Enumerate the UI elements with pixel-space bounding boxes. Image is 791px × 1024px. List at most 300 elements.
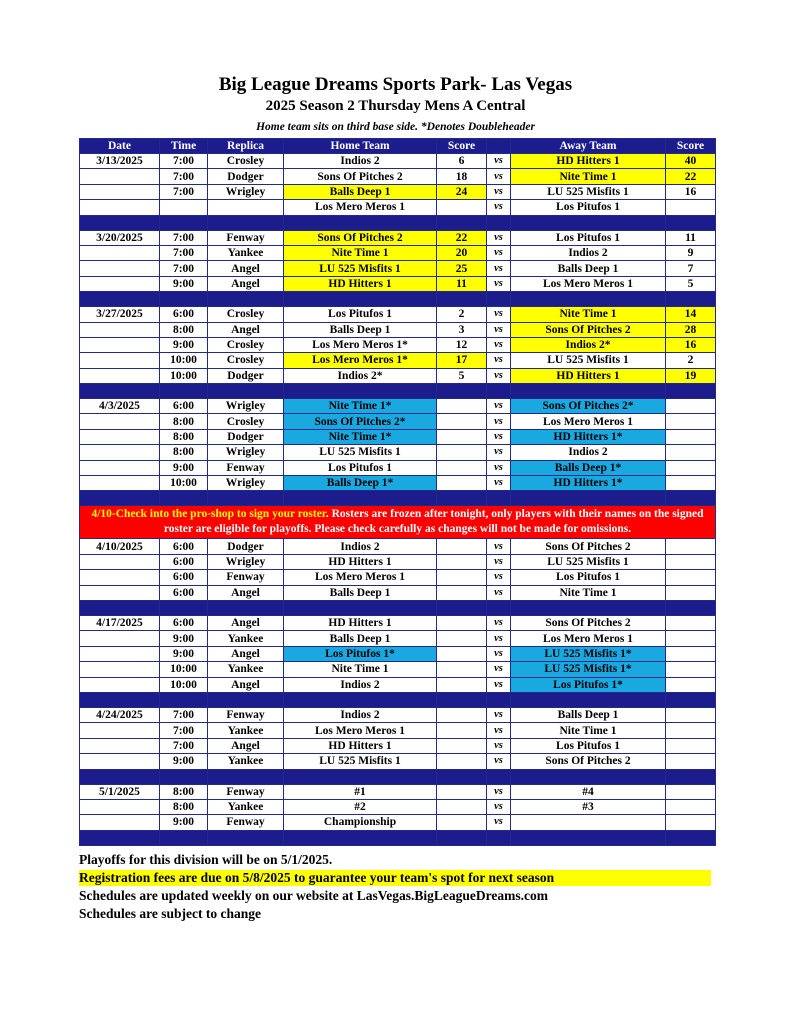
game-row: [80, 738, 716, 753]
home-team: Los Mero Meros 1*: [284, 337, 437, 352]
game-row: [80, 276, 716, 291]
vs-label: vs: [487, 399, 511, 414]
game-date: [80, 261, 160, 276]
away-team: Sons Of Pitches 2: [511, 615, 666, 630]
game-time: 8:00: [160, 799, 208, 814]
home-team: Los Mero Meros 1: [284, 570, 437, 585]
separator-cell: [511, 769, 666, 784]
home-score: [437, 429, 487, 444]
away-team: Sons Of Pitches 2: [511, 322, 666, 337]
home-score: [437, 754, 487, 769]
away-team: LU 525 Misfits 1: [511, 554, 666, 569]
separator-cell: [160, 692, 208, 707]
game-time: 9:00: [160, 460, 208, 475]
game-time: 10:00: [160, 677, 208, 692]
game-time: 10:00: [160, 476, 208, 491]
away-score: [666, 815, 716, 830]
vs-label: vs: [487, 414, 511, 429]
home-score: [437, 723, 487, 738]
game-replica: Dodger: [208, 169, 284, 184]
col-header-time: Time: [160, 139, 208, 154]
separator-cell: [160, 600, 208, 615]
table-header-row: [80, 139, 716, 154]
away-score: [666, 585, 716, 600]
away-team: #3: [511, 799, 666, 814]
away-team: #4: [511, 784, 666, 799]
game-replica: Angel: [208, 646, 284, 661]
separator-cell: [437, 769, 487, 784]
week-separator: [80, 491, 716, 506]
home-score: 22: [437, 230, 487, 245]
game-row: [80, 261, 716, 276]
home-score: 5: [437, 368, 487, 383]
separator-cell: [160, 769, 208, 784]
away-team: Los Pitufos 1: [511, 200, 666, 215]
home-score: 17: [437, 353, 487, 368]
away-score: [666, 445, 716, 460]
away-team: Sons Of Pitches 2: [511, 539, 666, 554]
vs-label: vs: [487, 337, 511, 352]
home-team: Los Mero Meros 1: [284, 200, 437, 215]
game-date: [80, 754, 160, 769]
separator-cell: [208, 215, 284, 230]
game-date: [80, 476, 160, 491]
game-row: [80, 353, 716, 368]
home-team: Sons Of Pitches 2: [284, 169, 437, 184]
away-team: HD Hitters 1*: [511, 476, 666, 491]
away-team: Balls Deep 1*: [511, 460, 666, 475]
separator-cell: [160, 830, 208, 845]
away-team: Nite Time 1: [511, 585, 666, 600]
vs-label: vs: [487, 784, 511, 799]
game-date: [80, 677, 160, 692]
col-header-home-score: Score: [437, 139, 487, 154]
game-time: 7:00: [160, 738, 208, 753]
home-score: [437, 585, 487, 600]
vs-label: vs: [487, 445, 511, 460]
home-team: Balls Deep 1: [284, 631, 437, 646]
vs-label: vs: [487, 307, 511, 322]
game-row: [80, 585, 716, 600]
game-time: 7:00: [160, 154, 208, 169]
home-score: 11: [437, 276, 487, 291]
game-replica: Fenway: [208, 230, 284, 245]
game-row: [80, 399, 716, 414]
game-replica: Dodger: [208, 368, 284, 383]
separator-cell: [160, 384, 208, 399]
separator-cell: [160, 215, 208, 230]
separator-cell: [80, 830, 160, 845]
away-team: Los Mero Meros 1: [511, 276, 666, 291]
away-team: LU 525 Misfits 1: [511, 184, 666, 199]
footer-playoffs: Playoffs for this division will be on 5/1/2025.: [79, 852, 333, 867]
game-replica: Crosley: [208, 307, 284, 322]
separator-cell: [208, 600, 284, 615]
home-score: 20: [437, 245, 487, 260]
away-score: 19: [666, 368, 716, 383]
away-team: Los Pitufos 1: [511, 738, 666, 753]
game-replica: Fenway: [208, 460, 284, 475]
game-date: [80, 646, 160, 661]
away-score: 22: [666, 169, 716, 184]
game-time: 8:00: [160, 445, 208, 460]
game-time: 7:00: [160, 169, 208, 184]
home-score: [437, 677, 487, 692]
home-score: [437, 784, 487, 799]
game-time: 10:00: [160, 662, 208, 677]
away-team: HD Hitters 1: [511, 154, 666, 169]
game-replica: Angel: [208, 585, 284, 600]
game-time: 7:00: [160, 245, 208, 260]
game-date: [80, 445, 160, 460]
vs-label: vs: [487, 539, 511, 554]
home-team: Balls Deep 1*: [284, 476, 437, 491]
home-team: #1: [284, 784, 437, 799]
away-score: [666, 677, 716, 692]
home-score: 2: [437, 307, 487, 322]
home-score: [437, 200, 487, 215]
away-score: [666, 414, 716, 429]
game-time: 6:00: [160, 307, 208, 322]
game-row: [80, 723, 716, 738]
away-score: 5: [666, 276, 716, 291]
game-row: [80, 631, 716, 646]
home-team: Championship: [284, 815, 437, 830]
away-team: Sons Of Pitches 2*: [511, 399, 666, 414]
table-bottom-bar: [80, 830, 716, 845]
separator-cell: [437, 692, 487, 707]
vs-label: vs: [487, 353, 511, 368]
game-replica: Crosley: [208, 414, 284, 429]
separator-cell: [487, 769, 511, 784]
away-team: Los Mero Meros 1: [511, 414, 666, 429]
separator-cell: [208, 769, 284, 784]
separator-cell: [284, 692, 437, 707]
game-date: [80, 169, 160, 184]
game-time: 6:00: [160, 399, 208, 414]
game-row: [80, 245, 716, 260]
game-row: [80, 570, 716, 585]
game-replica: Wrigley: [208, 476, 284, 491]
home-score: [437, 799, 487, 814]
home-team: Sons Of Pitches 2: [284, 230, 437, 245]
game-date: [80, 322, 160, 337]
page-subtitle: 2025 Season 2 Thursday Mens A Central: [265, 98, 526, 114]
game-replica: Angel: [208, 276, 284, 291]
game-date: [80, 723, 160, 738]
vs-label: vs: [487, 707, 511, 722]
away-team: Balls Deep 1: [511, 707, 666, 722]
home-score: [437, 738, 487, 753]
away-score: 14: [666, 307, 716, 322]
vs-label: vs: [487, 230, 511, 245]
schedule-table: [79, 138, 716, 846]
game-time: 8:00: [160, 429, 208, 444]
game-date: 4/3/2025: [80, 399, 160, 414]
away-score: [666, 200, 716, 215]
home-team: Los Pitufos 1: [284, 307, 437, 322]
game-replica: Crosley: [208, 154, 284, 169]
away-score: [666, 662, 716, 677]
game-time: 7:00: [160, 184, 208, 199]
away-team: HD Hitters 1: [511, 368, 666, 383]
separator-cell: [208, 830, 284, 845]
away-team: Los Mero Meros 1: [511, 631, 666, 646]
game-row: [80, 554, 716, 569]
game-replica: [208, 200, 284, 215]
separator-cell: [666, 215, 716, 230]
away-score: [666, 399, 716, 414]
vs-label: vs: [487, 631, 511, 646]
game-replica: Crosley: [208, 353, 284, 368]
game-time: 10:00: [160, 368, 208, 383]
home-team: HD Hitters 1: [284, 276, 437, 291]
separator-cell: [511, 215, 666, 230]
separator-cell: [487, 215, 511, 230]
home-team: Indios 2: [284, 154, 437, 169]
separator-cell: [666, 292, 716, 307]
vs-label: vs: [487, 200, 511, 215]
separator-cell: [511, 692, 666, 707]
vs-label: vs: [487, 429, 511, 444]
game-replica: Wrigley: [208, 445, 284, 460]
away-score: [666, 723, 716, 738]
away-team: Balls Deep 1: [511, 261, 666, 276]
week-separator: [80, 215, 716, 230]
separator-cell: [487, 384, 511, 399]
separator-cell: [284, 600, 437, 615]
away-team: Nite Time 1: [511, 169, 666, 184]
game-time: 7:00: [160, 707, 208, 722]
game-replica: Angel: [208, 322, 284, 337]
vs-label: vs: [487, 815, 511, 830]
home-team: LU 525 Misfits 1: [284, 445, 437, 460]
game-row: [80, 414, 716, 429]
col-header-away-team: Away Team: [511, 139, 666, 154]
home-score: [437, 460, 487, 475]
home-score: 6: [437, 154, 487, 169]
game-replica: Dodger: [208, 539, 284, 554]
separator-cell: [511, 830, 666, 845]
away-score: [666, 460, 716, 475]
away-score: 7: [666, 261, 716, 276]
away-score: 11: [666, 230, 716, 245]
game-date: 4/24/2025: [80, 707, 160, 722]
game-date: 4/10/2025: [80, 539, 160, 554]
game-row: [80, 476, 716, 491]
separator-cell: [487, 600, 511, 615]
separator-cell: [208, 491, 284, 506]
footer-registration: Registration fees are due on 5/8/2025 to guarantee your team's spot for next season: [79, 870, 711, 886]
game-replica: Angel: [208, 738, 284, 753]
separator-cell: [487, 292, 511, 307]
home-score: 18: [437, 169, 487, 184]
game-date: [80, 337, 160, 352]
game-time: 6:00: [160, 570, 208, 585]
vs-label: vs: [487, 615, 511, 630]
game-replica: Angel: [208, 677, 284, 692]
separator-cell: [511, 292, 666, 307]
separator-cell: [284, 769, 437, 784]
vs-label: vs: [487, 322, 511, 337]
separator-cell: [284, 292, 437, 307]
game-date: [80, 429, 160, 444]
separator-cell: [284, 215, 437, 230]
separator-cell: [208, 384, 284, 399]
game-date: [80, 368, 160, 383]
vs-label: vs: [487, 476, 511, 491]
away-score: 16: [666, 337, 716, 352]
away-score: [666, 539, 716, 554]
game-date: [80, 353, 160, 368]
separator-cell: [511, 491, 666, 506]
separator-cell: [666, 769, 716, 784]
separator-cell: [80, 600, 160, 615]
separator-cell: [80, 215, 160, 230]
game-replica: Fenway: [208, 707, 284, 722]
game-date: [80, 414, 160, 429]
week-separator: [80, 384, 716, 399]
game-row: [80, 815, 716, 830]
game-time: 8:00: [160, 784, 208, 799]
separator-cell: [487, 491, 511, 506]
home-team: Indios 2: [284, 677, 437, 692]
col-header-vs: [487, 139, 511, 154]
week-separator: [80, 600, 716, 615]
separator-cell: [284, 830, 437, 845]
away-team: Nite Time 1: [511, 307, 666, 322]
game-row: [80, 754, 716, 769]
separator-cell: [666, 600, 716, 615]
home-team: Los Mero Meros 1: [284, 723, 437, 738]
vs-label: vs: [487, 677, 511, 692]
away-team: Los Pitufos 1*: [511, 677, 666, 692]
game-replica: Fenway: [208, 815, 284, 830]
game-time: 7:00: [160, 230, 208, 245]
home-team: HD Hitters 1: [284, 738, 437, 753]
game-replica: Wrigley: [208, 184, 284, 199]
col-header-home-team: Home Team: [284, 139, 437, 154]
game-date: [80, 460, 160, 475]
game-time: 7:00: [160, 723, 208, 738]
home-score: [437, 414, 487, 429]
home-team: Indios 2: [284, 707, 437, 722]
game-row: [80, 230, 716, 245]
home-score: 24: [437, 184, 487, 199]
vs-label: vs: [487, 570, 511, 585]
vs-label: vs: [487, 368, 511, 383]
home-score: [437, 554, 487, 569]
away-team: [511, 815, 666, 830]
game-time: 6:00: [160, 615, 208, 630]
away-score: 16: [666, 184, 716, 199]
away-score: 2: [666, 353, 716, 368]
away-score: [666, 754, 716, 769]
home-team: Balls Deep 1: [284, 184, 437, 199]
game-row: [80, 169, 716, 184]
vs-label: vs: [487, 662, 511, 677]
separator-cell: [487, 830, 511, 845]
separator-cell: [80, 491, 160, 506]
game-date: [80, 631, 160, 646]
page-title: Big League Dreams Sports Park- Las Vegas: [218, 74, 573, 95]
game-row: [80, 615, 716, 630]
vs-label: vs: [487, 585, 511, 600]
home-team: Sons Of Pitches 2*: [284, 414, 437, 429]
week-separator: [80, 769, 716, 784]
game-row: [80, 337, 716, 352]
vs-label: vs: [487, 154, 511, 169]
away-team: LU 525 Misfits 1: [511, 353, 666, 368]
game-replica: Yankee: [208, 631, 284, 646]
home-team: Indios 2: [284, 539, 437, 554]
away-score: [666, 738, 716, 753]
game-date: 5/1/2025: [80, 784, 160, 799]
game-time: 6:00: [160, 585, 208, 600]
home-team: HD Hitters 1: [284, 554, 437, 569]
game-date: [80, 799, 160, 814]
footer-subject: Schedules are subject to change: [79, 906, 261, 921]
game-date: [80, 245, 160, 260]
game-date: 3/13/2025: [80, 154, 160, 169]
game-row: [80, 154, 716, 169]
home-team: Nite Time 1*: [284, 429, 437, 444]
separator-cell: [666, 491, 716, 506]
away-score: [666, 554, 716, 569]
home-team: Indios 2*: [284, 368, 437, 383]
game-replica: Wrigley: [208, 399, 284, 414]
away-team: Los Pitufos 1: [511, 230, 666, 245]
game-date: 3/20/2025: [80, 230, 160, 245]
game-row: [80, 445, 716, 460]
separator-cell: [666, 692, 716, 707]
game-time: 7:00: [160, 261, 208, 276]
game-date: [80, 200, 160, 215]
game-row: [80, 200, 716, 215]
home-score: [437, 615, 487, 630]
away-score: [666, 570, 716, 585]
game-replica: Yankee: [208, 754, 284, 769]
home-team: Balls Deep 1: [284, 585, 437, 600]
game-replica: Dodger: [208, 429, 284, 444]
game-row: [80, 662, 716, 677]
home-team: Los Pitufos 1: [284, 460, 437, 475]
vs-label: vs: [487, 646, 511, 661]
home-score: [437, 662, 487, 677]
vs-label: vs: [487, 261, 511, 276]
game-row: [80, 184, 716, 199]
game-date: [80, 554, 160, 569]
home-score: [437, 399, 487, 414]
separator-cell: [208, 292, 284, 307]
game-date: [80, 184, 160, 199]
separator-cell: [666, 830, 716, 845]
col-header-date: Date: [80, 139, 160, 154]
vs-label: vs: [487, 738, 511, 753]
vs-label: vs: [487, 723, 511, 738]
separator-cell: [437, 830, 487, 845]
home-score: [437, 570, 487, 585]
game-row: [80, 429, 716, 444]
vs-label: vs: [487, 799, 511, 814]
game-replica: Yankee: [208, 245, 284, 260]
home-team: #2: [284, 799, 437, 814]
home-team: Nite Time 1*: [284, 399, 437, 414]
away-team: Indios 2*: [511, 337, 666, 352]
separator-cell: [160, 491, 208, 506]
week-separator: [80, 292, 716, 307]
away-score: [666, 784, 716, 799]
